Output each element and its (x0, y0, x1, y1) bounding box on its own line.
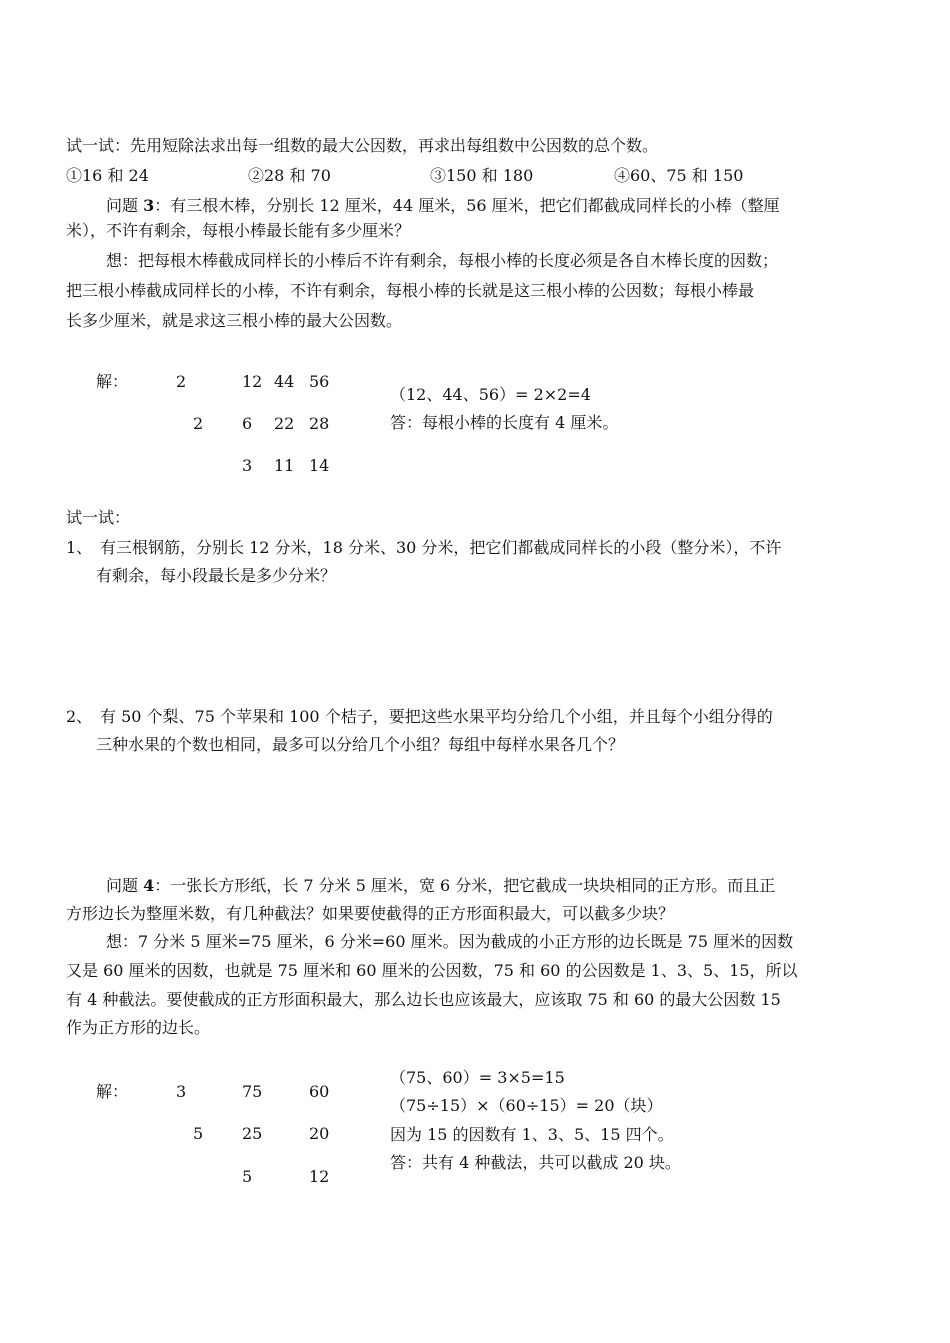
try1-item-4: ④60、75 和 150 (614, 166, 744, 185)
q4-solution-3: 因为 15 的因数有 1、3、5、15 四个。 (390, 1125, 674, 1144)
q4-remainder: 12 (309, 1167, 330, 1186)
q4-line-1 (106, 876, 775, 896)
q3-number: 3 (143, 196, 155, 215)
q3-line-1 (106, 196, 780, 216)
try2-problem-2-line-2: 三种水果的个数也相同，最多可以分给几个小组？每组中每样水果各几个？ (96, 735, 625, 754)
q4-answer: 答：共有 4 种截法，共可以截成 20 块。 (390, 1153, 681, 1172)
try2-problem-1-line-2: 有剩余，每小段最长是多少分米？ (96, 566, 337, 585)
q3-divisor-2: 2 (193, 414, 204, 433)
q3-formula: （12、44、56）= 2×2=4 (390, 385, 591, 404)
q4-think-4: 作为正方形的边长。 (66, 1018, 211, 1037)
q4-divisor-1: 3 (176, 1082, 187, 1101)
q4-number: 4 (143, 876, 155, 895)
try1-intro: 试一试：先用短除法求出每一组数的最大公因数，再求出每组数中公因数的总个数。 (66, 136, 659, 155)
q4-quotient: 20 (309, 1124, 330, 1143)
q3-text-2: 米），不许有剩余，每根小棒最长能有多少厘米？ (66, 221, 411, 240)
try2-title: 试一试： (66, 508, 131, 527)
q4-text-1: ：一张长方形纸，长 7 分米 5 厘米，宽 6 分米，把它截成一块块相同的正方形。而且正 (154, 876, 776, 895)
try2-problem-1-number: 1、 (66, 538, 93, 557)
q4-remainder: 5 (242, 1167, 253, 1186)
q4-think-1: 想：7 分米 5 厘米=75 厘米，6 分米=60 厘米。因为截成的小正方形的边长既是 75 厘米的因数 (106, 932, 794, 951)
q4-divisor-2: 5 (193, 1124, 204, 1143)
q4-label: 问题 (106, 876, 139, 895)
q3-quotient: 22 (274, 414, 295, 433)
q3-quotient: 6 (242, 414, 253, 433)
q4-solution-2: （75÷15）×（60÷15）= 20（块） (390, 1096, 663, 1115)
q4-think-2: 又是 60 厘米的因数，也就是 75 厘米和 60 厘米的公因数，75 和 60 的公因数是 1、3、5、15，所以 (66, 961, 798, 980)
try2-problem-2-line-1: 有 50 个梨、75 个苹果和 100 个桔子，要把这些水果平均分给几个小组，并且每个小组分得的 (100, 707, 773, 726)
q4-dividend: 75 (242, 1082, 263, 1101)
q4-text-2: 方形边长为整厘米数，有几种截法？如果要使截得的正方形面积最大，可以截多少块？ (66, 904, 675, 923)
q3-think-2: 把三根小棒截成同样长的小棒，不许有剩余，每根小棒的长就是这三根小棒的公因数；每根小棒最 (66, 281, 755, 300)
try1-item-1: ①16 和 24 (66, 166, 149, 185)
q4-solve-label: 解： (96, 1082, 129, 1101)
q3-dividend: 12 (242, 372, 263, 391)
q3-divisor-1: 2 (176, 372, 187, 391)
q3-dividend: 44 (274, 372, 295, 391)
q3-answer: 答：每根小棒的长度有 4 厘米。 (390, 413, 619, 432)
try1-item-3: ③150 和 180 (430, 166, 534, 185)
q3-think-3: 长多少厘米，就是求这三根小棒的最大公因数。 (66, 311, 403, 330)
q3-remainder: 3 (242, 456, 253, 475)
q3-think-1: 想：把每根木棒截成同样长的小棒后不许有剩余，每根小棒的长度必须是各自木棒长度的因数； (106, 251, 779, 270)
q3-remainder: 11 (274, 456, 295, 475)
q4-think-3: 有 4 种截法。要使截成的正方形面积最大，那么边长也应该最大，应该取 75 和 60 的最大公因数 15 (66, 990, 781, 1009)
try1-item-2: ②28 和 70 (248, 166, 331, 185)
q4-solution-1: （75、60）= 3×5=15 (390, 1068, 565, 1087)
q4-dividend: 60 (309, 1082, 330, 1101)
try2-problem-1-line-1: 有三根钢筋，分别长 12 分米，18 分米、30 分米，把它们都截成同样长的小段（整分米），不许 (100, 538, 782, 557)
q4-quotient: 25 (242, 1124, 263, 1143)
q3-solve-label: 解： (96, 372, 129, 391)
q3-dividend: 56 (309, 372, 330, 391)
try2-problem-2-number: 2、 (66, 707, 93, 726)
q3-text-1: ：有三根木棒，分别长 12 厘米，44 厘米，56 厘米，把它们都截成同样长的小棒（整厘 (154, 196, 780, 215)
q3-label: 问题 (106, 196, 139, 215)
q3-quotient: 28 (309, 414, 330, 433)
q3-remainder: 14 (309, 456, 330, 475)
